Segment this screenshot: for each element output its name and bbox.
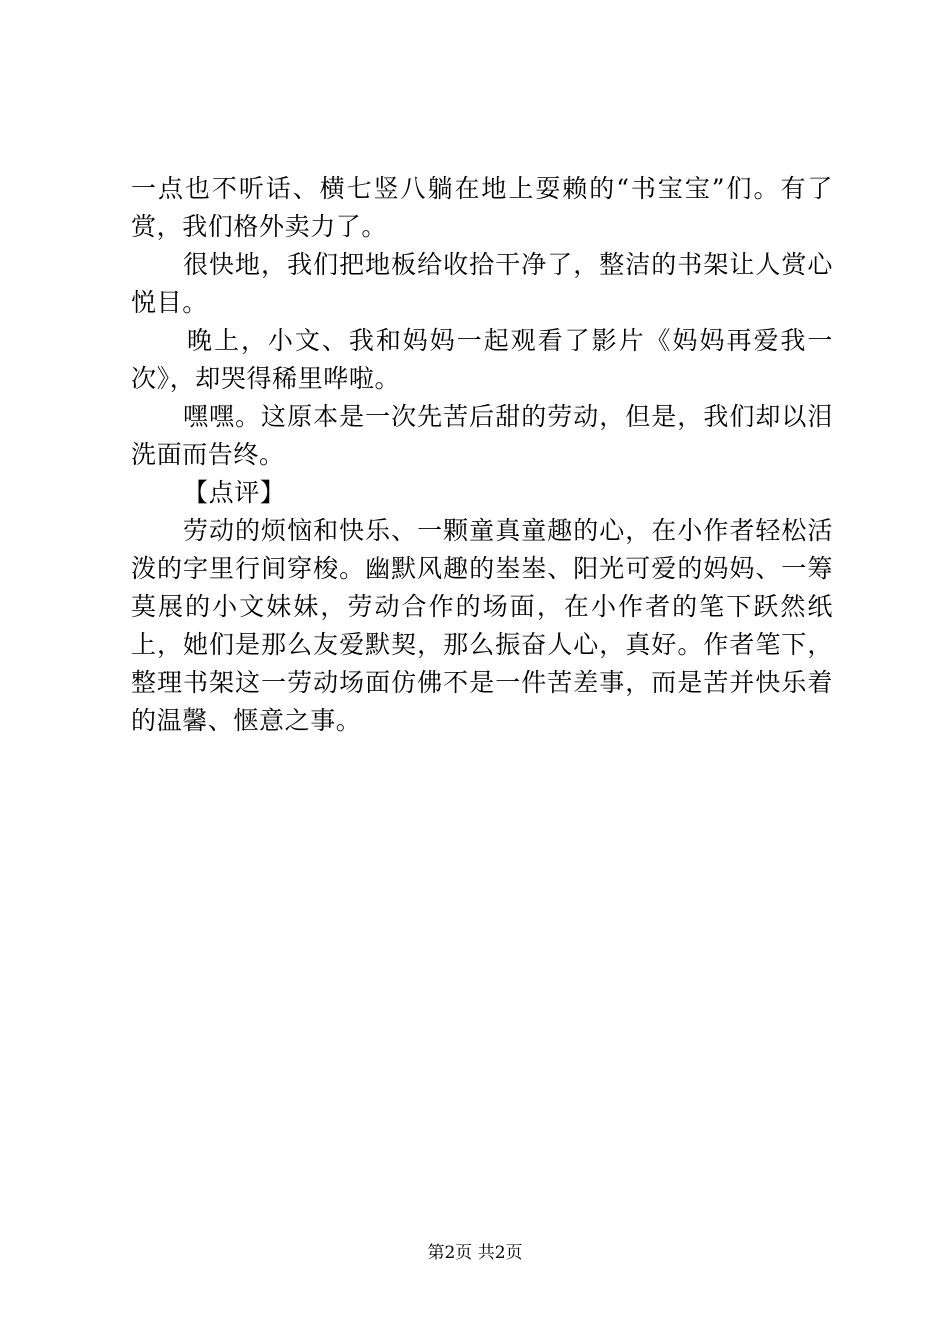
paragraph-evening: 晚上，小文、我和妈妈一起观看了影片《妈妈再爱我一次》，却哭得稀里哗啦。 bbox=[131, 326, 833, 393]
review-paragraph: 劳动的烦恼和快乐、一颗童真童趣的心，在小作者轻松活泼的字里行间穿梭。幽默风趣的峚峚、阳光可爱的妈妈、一筹莫展的小文妹妹，劳动合作的场面，在小作者的笔下跃然纸上，她们是那么友爱默契，那么振奋人心，真好。作者笔下，整理书架这一劳动场面仿佛不是一件苦差事，而是苦并快乐着的温馨、惬意之事。 bbox=[131, 516, 833, 735]
paragraph-cleanup: 很快地，我们把地板给收拾干净了，整洁的书架让人赏心悦目。 bbox=[131, 250, 833, 317]
paragraph-ending: 嘿嘿。这原本是一次先苦后甜的劳动，但是，我们却以泪洗面而告终。 bbox=[131, 402, 833, 469]
document-body bbox=[131, 170, 833, 740]
paragraph-continuation: 一点也不听话、横七竖八躺在地上耍赖的“书宝宝”们。有了赏，我们格外卖力了。 bbox=[131, 174, 833, 241]
review-heading: 【点评】 bbox=[183, 478, 286, 507]
page-number-footer: 第2页 共2页 bbox=[427, 1243, 523, 1263]
